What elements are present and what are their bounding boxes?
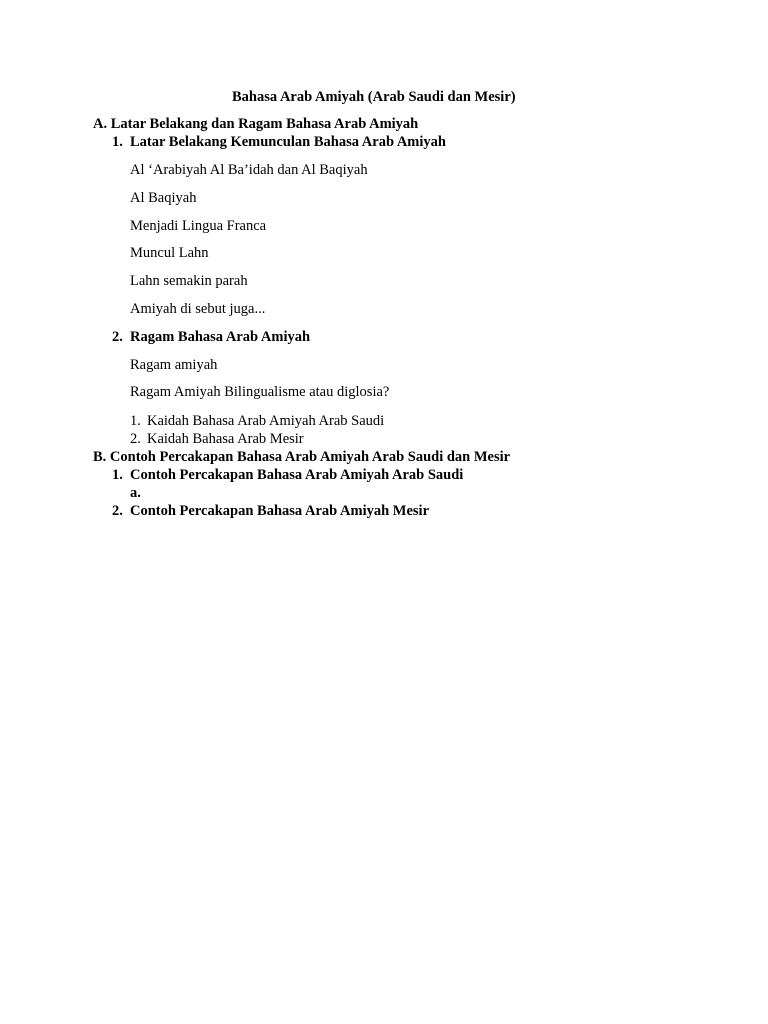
section-b-item-1-marker: 1. (112, 467, 123, 483)
section-b-item-1-heading (112, 466, 463, 484)
section-b-item-1-sub-marker: a. (130, 485, 141, 501)
section-a-item-1-marker: 1. (112, 134, 123, 150)
document-title: Bahasa Arab Amiyah (Arab Saudi dan Mesir) (232, 89, 516, 105)
paragraph: Muncul Lahn (130, 245, 209, 261)
paragraph: Menjadi Lingua Franca (130, 218, 267, 234)
section-a-item-2-marker: 2. (112, 329, 123, 345)
sublist-item-marker: 1. (130, 413, 141, 429)
paragraph: Lahn semakin parah (130, 273, 248, 289)
sublist-item-text: Kaidah Bahasa Arab Mesir (147, 431, 304, 447)
section-a-title: Latar Belakang dan Ragam Bahasa Arab Amiyah (110, 116, 419, 132)
sublist-item-text: Kaidah Bahasa Arab Amiyah Arab Saudi (147, 413, 385, 429)
section-a-item-1-heading (112, 133, 446, 151)
section-b-item-2-title: Contoh Percakapan Bahasa Arab Amiyah Mesir (130, 503, 430, 519)
sublist-item-marker: 2. (130, 431, 141, 447)
paragraph: Al ‘Arabiyah Al Ba’idah dan Al Baqiyah (130, 162, 368, 178)
section-b-marker: B. (93, 449, 107, 465)
section-b-item-2-heading (112, 502, 429, 520)
section-b-title: Contoh Percakapan Bahasa Arab Amiyah Arab Saudi dan Mesir (109, 449, 511, 465)
paragraph: Ragam amiyah (130, 357, 218, 373)
sublist-item (130, 430, 304, 448)
section-b-item-2-marker: 2. (112, 503, 123, 519)
section-a-item-2-title: Ragam Bahasa Arab Amiyah (130, 329, 311, 345)
section-a-marker: A. (93, 116, 108, 132)
section-b-item-1-title: Contoh Percakapan Bahasa Arab Amiyah Arab Saudi (130, 467, 464, 483)
paragraph: Amiyah di sebut juga... (130, 301, 266, 317)
section-b-heading (93, 448, 510, 466)
section-a-heading (93, 115, 418, 133)
paragraph: Ragam Amiyah Bilingualisme atau diglosia? (130, 384, 390, 400)
sublist-item (130, 412, 384, 430)
paragraph: Al Baqiyah (130, 190, 197, 206)
section-a-item-1-title: Latar Belakang Kemunculan Bahasa Arab Amiyah (130, 134, 446, 150)
section-a-item-2-heading (112, 328, 310, 346)
